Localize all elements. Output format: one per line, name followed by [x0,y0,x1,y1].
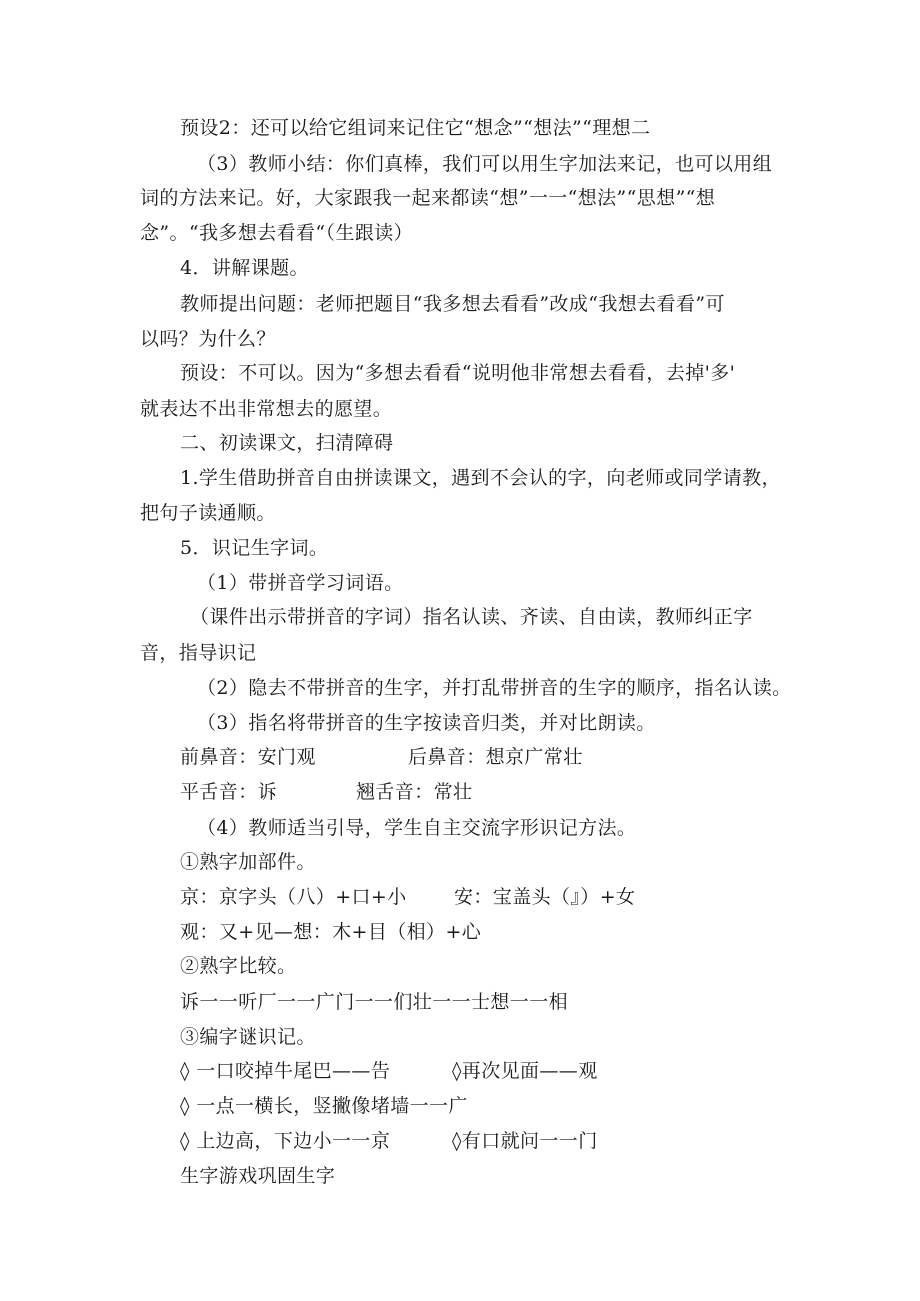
text-line: 诉一一听厂一一广门一一们壮一一士想一一相 [180,991,569,1013]
text-line: （3）教师小结：你们真棒，我们可以用生字加法来记，也可以用组 [197,153,773,175]
text-line: ◊再次见面——观 [452,1060,598,1082]
text-line: ①熟字加部件。 [180,851,316,873]
text-line: 生字游戏巩固生字 [180,1165,336,1187]
text-line: （1）带拼音学习词语。 [197,572,404,594]
text-line: ③编字谜识记。 [180,1026,316,1048]
text-line: ◊ 一口咬掉牛尾巴——告 [180,1060,391,1082]
text-line: （4）教师适当引导，学生自主交流字形识记方法。 [197,817,637,839]
text-line: 词的方法来记。好，大家跟我一起来都读“想”一一“想法”“思想”“想 [140,187,716,209]
text-line: （课件出示带拼音的字词）指名认读、齐读、自由读，教师纠正字 [190,606,753,628]
text-line: 平舌音：诉 [180,781,278,803]
text-line: 翘舌音：常壮 [356,781,473,803]
text-line: 后鼻音：想京广常壮 [408,746,583,768]
text-line: 观：又+见—想：木+目（相）+心 [180,921,482,943]
text-line: 教师提出问题：老师把题目“我多想去看看”改成“我想去看看”可 [180,293,725,315]
text-line: 前鼻音：安门观 [180,746,316,768]
text-line: 把句子读通顺。 [140,502,276,524]
text-line: 安：宝盖头（』）+女 [454,886,636,908]
text-line: 念”。“我多想去看看“（生跟读） [140,222,414,244]
text-line: ◊有口就问一一门 [452,1130,598,1152]
text-line: 音，指导识记 [140,642,257,664]
text-line: 就表达不出非常想去的愿望。 [140,398,393,420]
text-line: 京：京字头（八）+口+小 [180,886,407,908]
text-line: 5．识记生字词。 [180,537,329,559]
text-line: （3）指名将带拼音的生字按读音归类，并对比朗读。 [197,712,656,734]
text-line: 预设2：还可以给它组词来记住它“想念”“想法”“理想二 [180,117,651,139]
text-line: （2）隐去不带拼音的生字，并打乱带拼音的生字的顺序，指名认读。 [197,677,792,699]
text-line: 以吗？为什么？ [140,328,276,350]
text-line: ◊ 一点一横长，竖撇像堵墙一一广 [180,1095,468,1117]
text-line: 4．讲解课题。 [180,257,309,279]
text-line: 预设：不可以。因为“多想去看看“说明他非常想去看看，去掉'多' [180,362,736,384]
text-line: 1.学生借助拼音自由拼读课文，遇到不会认的字，向老师或同学请教， [180,467,781,489]
text-line: ②熟字比较。 [180,955,297,977]
text-line: ◊ 上边高，下边小一一京 [180,1130,391,1152]
section-heading: 二、初读课文，扫清障碍 [180,432,394,454]
